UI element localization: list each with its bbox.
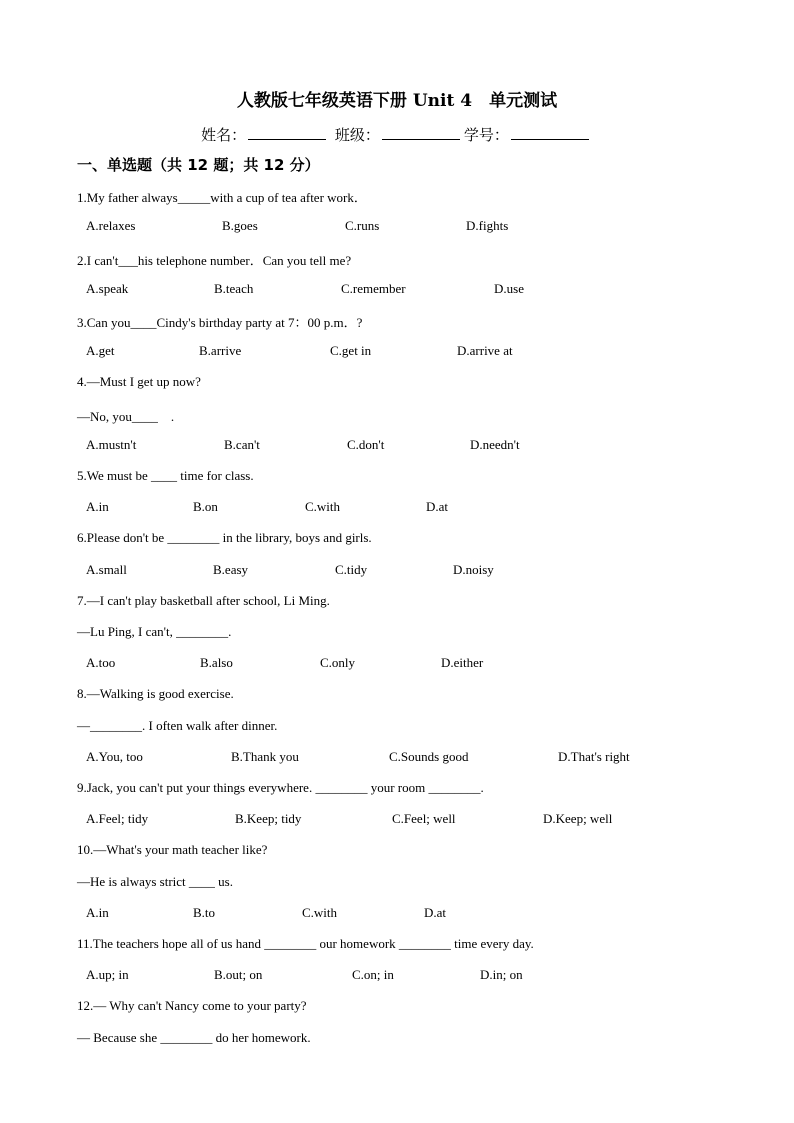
option-d: D.in; on bbox=[480, 967, 523, 982]
option-d: D.arrive at bbox=[457, 343, 513, 358]
document-title: 人教版七年级英语下册 Unit 4 单元测试 bbox=[236, 91, 558, 111]
option-d: D.at bbox=[424, 905, 447, 920]
option-a: A.relaxes bbox=[86, 218, 136, 233]
option-d: D.needn't bbox=[470, 437, 520, 452]
question-stem: 7.—I can't play basketball after school, Li Ming. bbox=[77, 593, 330, 608]
option-c: C.runs bbox=[345, 218, 380, 233]
option-c: C.remember bbox=[341, 281, 406, 296]
option-b: B.easy bbox=[213, 562, 249, 577]
student-info-row bbox=[0, 124, 794, 145]
option-d: D.fights bbox=[466, 218, 509, 233]
option-d: D.That's right bbox=[558, 749, 630, 764]
option-d: D.noisy bbox=[453, 562, 494, 577]
option-a: A.mustn't bbox=[86, 437, 137, 452]
option-d: D.use bbox=[494, 281, 524, 296]
option-b: B.goes bbox=[222, 218, 258, 233]
option-c: C.on; in bbox=[352, 967, 394, 982]
option-c: C.get in bbox=[330, 343, 372, 358]
number-blank[interactable] bbox=[511, 125, 589, 140]
option-a: A.Feel; tidy bbox=[86, 811, 149, 826]
option-a: A.get bbox=[86, 343, 115, 358]
option-a: A.small bbox=[86, 562, 127, 577]
question-stem: 4.—Must I get up now? bbox=[77, 374, 201, 389]
option-b: B.on bbox=[193, 499, 218, 514]
question-stem: 9.Jack, you can't put your things everywhere. ________ your room ________. bbox=[77, 780, 484, 795]
question-stem: 8.—Walking is good exercise. bbox=[77, 686, 234, 701]
option-b: B.Thank you bbox=[231, 749, 299, 764]
option-a: A.too bbox=[86, 655, 116, 670]
option-d: D.Keep; well bbox=[543, 811, 613, 826]
question-stem: 11.The teachers hope all of us hand ________ our homework ________ time every day. bbox=[77, 936, 534, 951]
question-stem: 12.— Why can't Nancy come to your party? bbox=[77, 998, 307, 1013]
option-d: D.either bbox=[441, 655, 484, 670]
option-a: A.speak bbox=[86, 281, 129, 296]
option-a: A.up; in bbox=[86, 967, 129, 982]
class-label: 班级： bbox=[334, 126, 380, 144]
option-c: C.with bbox=[302, 905, 338, 920]
class-blank[interactable] bbox=[382, 125, 460, 140]
option-b: B.can't bbox=[224, 437, 260, 452]
question-stem: 10.—What's your math teacher like? bbox=[77, 842, 268, 857]
number-label: 学号： bbox=[463, 126, 509, 144]
question-stem: 1.My father always_____with a cup of tea after work． bbox=[77, 190, 367, 205]
question-stem: 3.Can you____Cindy's birthday party at 7：00 p.m．? bbox=[77, 315, 363, 330]
option-c: C.Sounds good bbox=[389, 749, 469, 764]
option-c: C.only bbox=[320, 655, 356, 670]
option-b: B.teach bbox=[214, 281, 254, 296]
section-heading: 一、单选题（共 12 题；共 12 分） bbox=[77, 156, 320, 174]
option-c: C.tidy bbox=[335, 562, 368, 577]
option-c: C.don't bbox=[347, 437, 385, 452]
option-d: D.at bbox=[426, 499, 449, 514]
option-a: A.in bbox=[86, 499, 109, 514]
option-c: C.with bbox=[305, 499, 341, 514]
option-b: B.also bbox=[200, 655, 233, 670]
question-stem: 5.We must be ____ time for class. bbox=[77, 468, 254, 483]
option-a: A.You, too bbox=[86, 749, 143, 764]
question-stem-line-2: — Because she ________ do her homework. bbox=[77, 1030, 311, 1045]
question-stem: 6.Please don't be ________ in the library, boys and girls. bbox=[77, 530, 372, 545]
option-c: C.Feel; well bbox=[392, 811, 456, 826]
question-stem: 2.I can't___his telephone number．Can you tell me? bbox=[77, 253, 352, 268]
question-stem-line-2: —He is always strict ____ us. bbox=[77, 874, 233, 889]
name-label: 姓名： bbox=[201, 126, 247, 144]
question-stem-line-2: —________. I often walk after dinner. bbox=[77, 718, 278, 733]
option-b: B.to bbox=[193, 905, 216, 920]
option-b: B.arrive bbox=[199, 343, 242, 358]
option-b: B.out; on bbox=[214, 967, 263, 982]
question-stem-line-2: —No, you____ . bbox=[77, 409, 175, 424]
question-stem-line-2: —Lu Ping, I can't, ________. bbox=[77, 624, 232, 639]
name-blank[interactable] bbox=[248, 125, 326, 140]
option-b: B.Keep; tidy bbox=[235, 811, 302, 826]
option-a: A.in bbox=[86, 905, 109, 920]
